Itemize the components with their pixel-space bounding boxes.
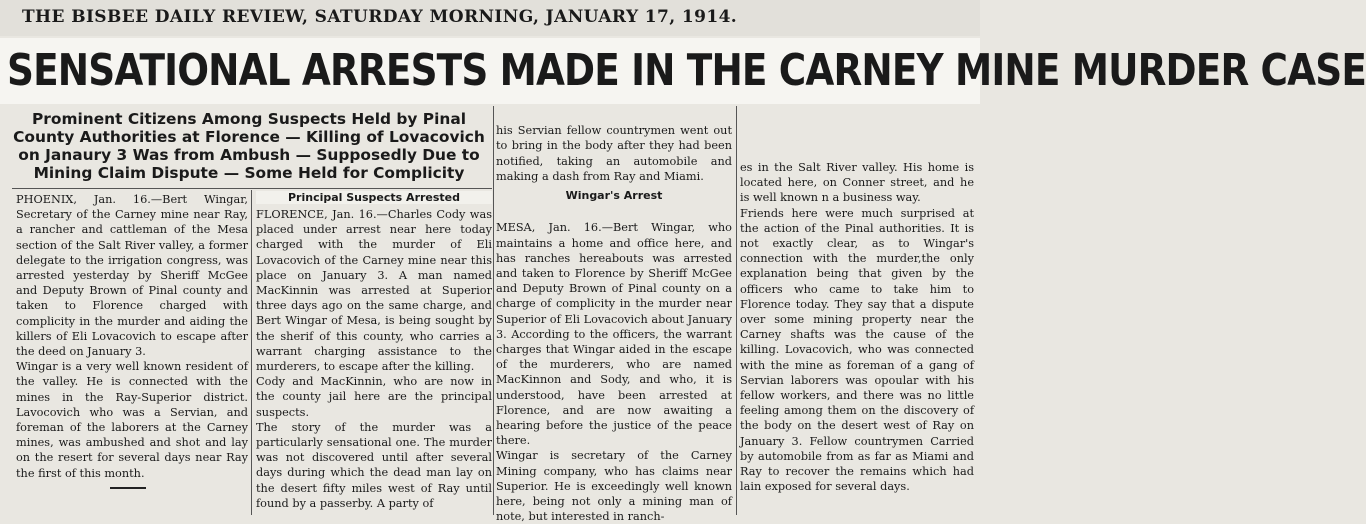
- column-3-body: MESA, Jan. 16.—Bert Wingar, who maintains a home and office here, and has ranches hereabouts was arrested and taken to Florence by Sheriff McGee and Deputy Brown of Pinal county on a charge of complicity in the murder near Superior of Eli Lovacovich about January 3. According to the officers, the warrant charges that Wingar aided in the escape of the murderers, who are named MacKinnon and Sody, and who, it is understood, have been arrested at Florence, and are now awaiting a hearing before the justice of the peace there. Wingar is secretary of the Carney Mining company, who has claims near Superior. He is exceedingly well known here, being not only a mining man of note, but interested in ranch-: [496, 221, 732, 524]
- headline-bar: [0, 38, 1366, 104]
- masthead-bar: [0, 0, 980, 36]
- article-column-2: FLORENCE, Jan. 16.—Charles Cody was placed under arrest near here today charged with the murder of Eli Lovacovich of the Carney mine near this place on January 3. A man named MacKinnin was arrested at Superior three days ago on the same charge, and Bert Wingar of Mesa, is being sought by the sherif of this county, who carries a warrant charging assistance to the murderers, to escape after the killing. Cody and MacKinnin, who are now in the county jail here are the principal suspects. The story of the murder was a particularly sensational one. The murder was not discovered until after several days during which the dead man lay on the desert fifty miles west of Ray until found by a passerby. A party of: [256, 208, 492, 510]
- subheadline-deck: Prominent Citizens Among Suspects Held by Pinal County Authorities at Florence — Killing of Lovacovich on Janaury 3 Was from Ambush — Supposedly Due to Mining Claim Dispute — Some Held for Complicity: [13, 110, 485, 182]
- headline: SENSATIONAL ARRESTS MADE IN THE CARNEY MINE MURDER CASE: [7, 45, 1366, 96]
- masthead: THE BISBEE DAILY REVIEW, SATURDAY MORNING, JANUARY 17, 1914.: [22, 7, 738, 27]
- column-3-top: his Servian fellow countrymen went out to bring in the body after they had been notified, taking an automobile and making a dash from Ray and Miami.: [496, 124, 732, 183]
- article-column-1: PHOENIX, Jan. 16.—Bert Wingar, Secretary of the Carney mine near Ray, a rancher and cattleman of the Mesa section of the Salt River valley, a former delegate to the irrigation congress, was arrested yesterday by Sheriff McGee and Deputy Brown of Pinal county and taken to Florence charged with complicity in the murder and aiding the killers of Eli Lovacovich to escape after the deed on January 3. Wingar is a very well known resident of the valley. He is connected with the mines in the Ray-Superior district. Lavocovich who was a Servian, and foreman of the laborers at the Carney mines, was ambushed and shot and lay on the resert for several days near Ray the first of this month.: [16, 193, 248, 480]
- column-rule: [493, 106, 494, 515]
- box-heading: Principal Suspects Arrested: [256, 191, 492, 204]
- column-rule: [251, 190, 252, 515]
- column-rule: [736, 106, 737, 515]
- article-column-3: [496, 108, 732, 524]
- article-column-4: es in the Salt River valley. His home is located here, on Conner street, and he is well known n a business way. Friends here were much surprised at the action of the Pinal authorities. It is not exactly clear, as to Wingar's connection with the murder,the only explanation being that given by the officers who came to take him to Florence today. They say that a dispute over some mining property near the Carney shafts was the cause of the killing. Lovacovich, who was connected with the mine as foreman of a gang of Servian laborers was opoular with his fellow workers, and there was no little feeling among them on the discovery of the body on the desert west of Ray on January 3. Fellow countrymen Carried by automobile from as far as Miami and Ray to recover the remains which had lain exposed for several days.: [740, 161, 974, 494]
- end-dash: [110, 487, 146, 489]
- wingar-arrest-heading: Wingar's Arrest: [565, 189, 663, 203]
- deck-rule: [12, 188, 492, 189]
